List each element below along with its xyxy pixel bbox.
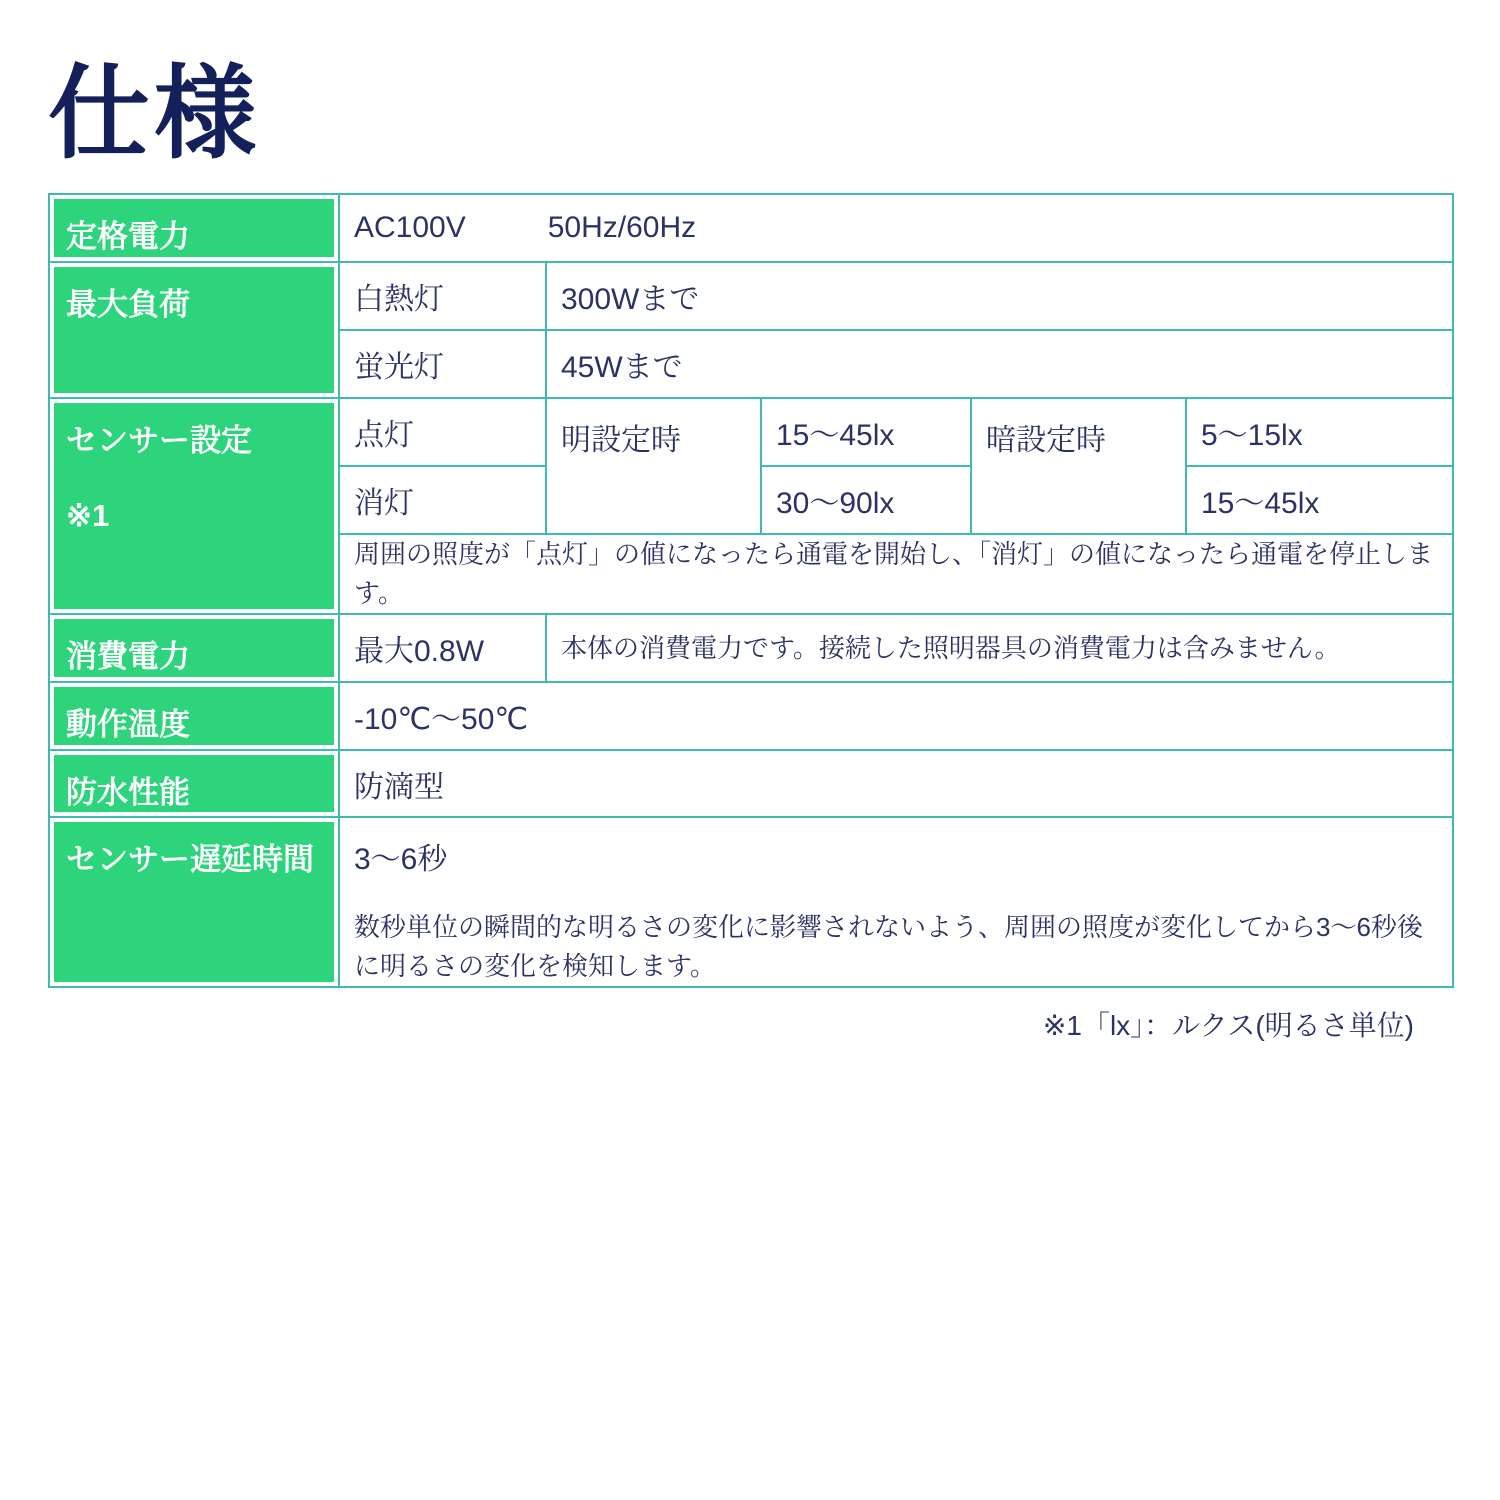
dark-on-value: 5〜15lx [1186,398,1453,466]
max-load-label: 最大負荷 [49,262,339,398]
power-consumption-note: 本体の消費電力です。接続した照明器具の消費電力は含みません。 [546,614,1453,682]
dark-setting-label: 暗設定時 [971,398,1186,534]
rated-power-voltage: AC100V [354,211,466,245]
sensor-setting-note: 周囲の照度が「点灯」の値になったら通電を開始し、「消灯」の値になったら通電を停止します。 [339,534,1453,614]
sensor-off-label: 消灯 [339,466,546,534]
bright-off-value: 30〜90lx [761,466,971,534]
operating-temp-value: -10℃〜50℃ [339,682,1453,750]
bright-setting-label: 明設定時 [546,398,761,534]
sensor-setting-footnote-mark: ※1 [66,498,110,534]
sensor-delay-note: 数秒単位の瞬間的な明るさの変化に影響されないよう、周囲の照度が変化してから3〜6秒後に明るさの変化を検知します。 [354,912,1423,982]
sensor-setting-label-text: センサー設定 [66,423,252,459]
footnote: ※1「lx」：ルクス(明るさ単位) [1042,1010,1414,1042]
operating-temp-label: 動作温度 [49,682,339,750]
power-consumption-value: 最大0.8W [339,614,546,682]
rated-power-frequency: 50Hz/60Hz [547,211,697,245]
sensor-delay-label: センサー遅延時間 [49,817,339,987]
sensor-setting-label [49,398,339,614]
incandescent-value: 300Wまで [546,262,1453,330]
rated-power-label: 定格電力 [49,194,339,262]
row-waterproof [49,750,1453,817]
row-sensor-on [49,398,1453,466]
sensor-delay-cell [339,817,1453,987]
page-title: 仕様 [48,57,260,171]
row-power-consumption [49,614,1453,682]
row-max-load-incandescent [49,262,1453,330]
dark-off-value: 15〜45lx [1186,466,1453,534]
row-rated-power [49,194,1453,262]
row-sensor-delay [49,817,1453,987]
incandescent-label: 白熱灯 [339,262,546,330]
sensor-delay-value: 3〜6秒 [354,843,448,877]
power-consumption-label: 消費電力 [49,614,339,682]
waterproof-label: 防水性能 [49,750,339,817]
sensor-on-label: 点灯 [339,398,546,466]
waterproof-value: 防滴型 [339,750,1453,817]
rated-power-value [339,194,1453,262]
bright-on-value: 15〜45lx [761,398,971,466]
row-operating-temp [49,682,1453,750]
fluorescent-label: 蛍光灯 [339,330,546,398]
spec-table [48,193,1454,988]
fluorescent-value: 45Wまで [546,330,1453,398]
